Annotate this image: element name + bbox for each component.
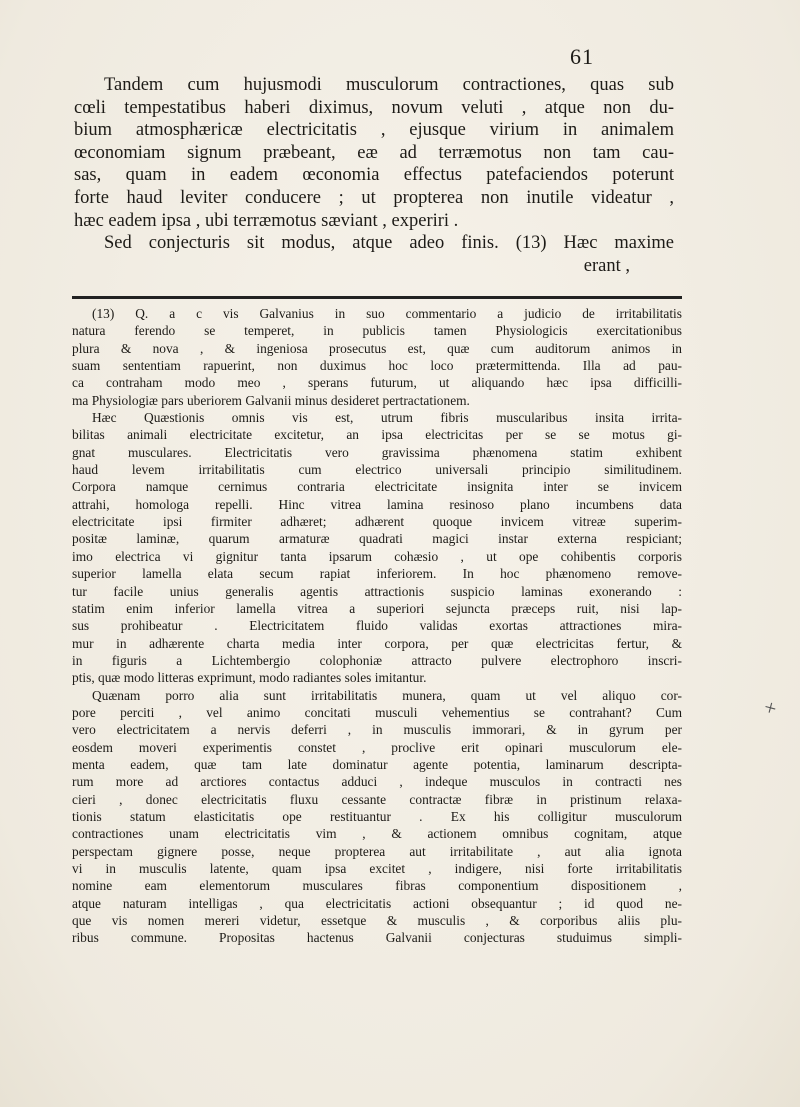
footnote-line: haud levem irritabilitatis cum electrico universali principio similitudinem. [72, 462, 682, 478]
text-line: erant , [583, 255, 630, 276]
text-line: œconomiam signum præbeant, eæ ad terræmotus non tam cau- [74, 142, 674, 163]
footnote-line: ca contraham modo meo , sperans futurum, ut aliquando hæc ipsa difficilli- [72, 375, 682, 391]
footnote-line: tur facile unius generalis agentis attractionis suspicio laminas exonerando : [72, 583, 682, 599]
footnote-line: plura & nova , & ingeniosa prosecutus est, quæ cum auditorum animos in [72, 340, 682, 356]
footnote-line: statim enim inferior lamella vitrea a superiori sejuncta præceps ruit, nisi lap- [72, 600, 682, 616]
footnote-line: tionis statum elasticitatis ope restituantur . Ex his colligitur musculorum [72, 808, 682, 824]
footnote-line: rum more ad arctiores contactus adduci , indeque musculos in contracti nes [72, 774, 682, 790]
main-text-block [74, 74, 674, 277]
footnote-line: mur in adhærente charta media inter corpora, per quæ electricitas fertur, & [72, 635, 682, 651]
footnote-line: superior lamella elata secum rapiat inferiorem. In hoc phænomeno remove- [72, 566, 682, 582]
footnote-line: natura ferendo se temperet, in publicis tamen Physiologicis exercitationibus [72, 323, 682, 339]
footnote-line: pore perciti , vel animo concitati musculi vehementius se contrahant? Cum [72, 704, 682, 720]
text-line: cœli tempestatibus haberi diximus, novum veluti , atque non du- [74, 97, 674, 118]
footnote-line: bilitas animali electricitate excitetur, an ipsa electricitas per se se motus gi- [72, 427, 682, 443]
footnote-line: (13) Q. a c vis Galvanius in suo commentario a judicio de irritabilitatis [92, 306, 682, 321]
footnote-line: attrahi, homologa repelli. Hinc vitrea lamina resinoso plano incumbens data [72, 496, 682, 512]
footnote-line: imo electrica vi gignitur tanta ipsarum cohæsio , ut ope cohibentis corporis [72, 548, 682, 564]
footnote-line: menta eadem, quæ tam late dominatur agente potentia, laminarum descripta- [72, 756, 682, 772]
footnote-line: Hæc Quæstionis omnis vis est, utrum fibris muscularibus insita irrita- [92, 410, 682, 426]
footnote-line: electricitate ipsi firmiter adhæret; adhærent quoque invicem vitreæ superim- [72, 514, 682, 530]
footnote-line: atque naturam intelligas , qua electricitatis actioni obsequantur ; id quod ne- [72, 895, 682, 911]
footnote-line: perspectam gignere posse, neque propterea aut irritabilitate , aut alia ignota [72, 843, 682, 859]
footnote-line: vi in musculis latente, quam ipsa excitet , indigere, nisi forte irritabilitatis [72, 861, 682, 876]
footnote-line: sus prohibeatur . Electricitatem fluido validas exortas attractiones mira- [72, 618, 682, 634]
footnote-line: suam sententiam rapuerint, non duximus hoc loco prætermittenda. Illa ad pau- [72, 358, 682, 374]
footnote-line: vero electricitatem a nervis deferri , in musculis immorari, & in gyrum per [72, 722, 682, 738]
footnote-line: ribus commune. Propositas hactenus Galvanii conjecturas studuimus simpli- [72, 930, 682, 946]
text-line: Sed conjecturis sit modus, atque adeo finis. (13) Hæc maxime [104, 233, 674, 254]
footnote-line: gnat musculares. Electricitatis vero gravissima phænomena statim exhibent [72, 444, 682, 460]
text-line: bium atmosphæricæ electricitatis , ejusque virium in animalem [74, 120, 674, 141]
footnote-line: ptis, quæ modo litteras exprimunt, modo radiantes soles imitantur. [72, 670, 427, 686]
footnote-line: Corpora namque cernimus contraria electricitate insignita inter se invicem [72, 479, 682, 495]
footnote-block [72, 305, 682, 947]
page-number: 61 [570, 44, 594, 69]
footnote-line: que vis nomen mereri videtur, essetque & musculis , & corporibus aliis plu- [72, 913, 682, 929]
text-line: sas, quam in eadem œconomia effectus patefaciendos poterunt [74, 165, 674, 186]
footnote-line: eosdem moveri experimentis constet , proclive erit opinari musculorum ele- [72, 739, 682, 755]
footnote-line: cieri , donec electricitatis fluxu cessante contractæ fibræ in pristinum relaxa- [72, 791, 682, 807]
footnote-line: positæ laminæ, quarum armaturæ quadrati magici instar externa respiciant; [72, 531, 682, 547]
footnote-line: nomine eam elementorum musculares fibras componentium dispositionem , [72, 878, 682, 894]
margin-mark-icon: ⨯ [762, 699, 780, 718]
footnote-divider [72, 296, 682, 299]
footnote-line: ma Physiologiæ pars uberiorem Galvanii minus desideret pertractationem. [72, 392, 470, 408]
footnote-line: contractiones unam electricitatis vim , & actionem omnibus cognitam, atque [72, 826, 682, 842]
text-line: Tandem cum hujusmodi musculorum contractiones, quas sub [104, 75, 674, 95]
footnote-line: in figuris a Lichtembergio colophoniæ attracto pulvere electrophoro inscri- [72, 652, 682, 668]
footnote-line: Quænam porro alia sunt irritabilitatis munera, quam ut vel aliquo cor- [92, 687, 682, 703]
text-line: forte haud leviter conducere ; ut propterea non inutile videatur , [74, 187, 674, 208]
text-line: hæc eadem ipsa , ubi terræmotus sæviant , experiri . [74, 210, 459, 231]
